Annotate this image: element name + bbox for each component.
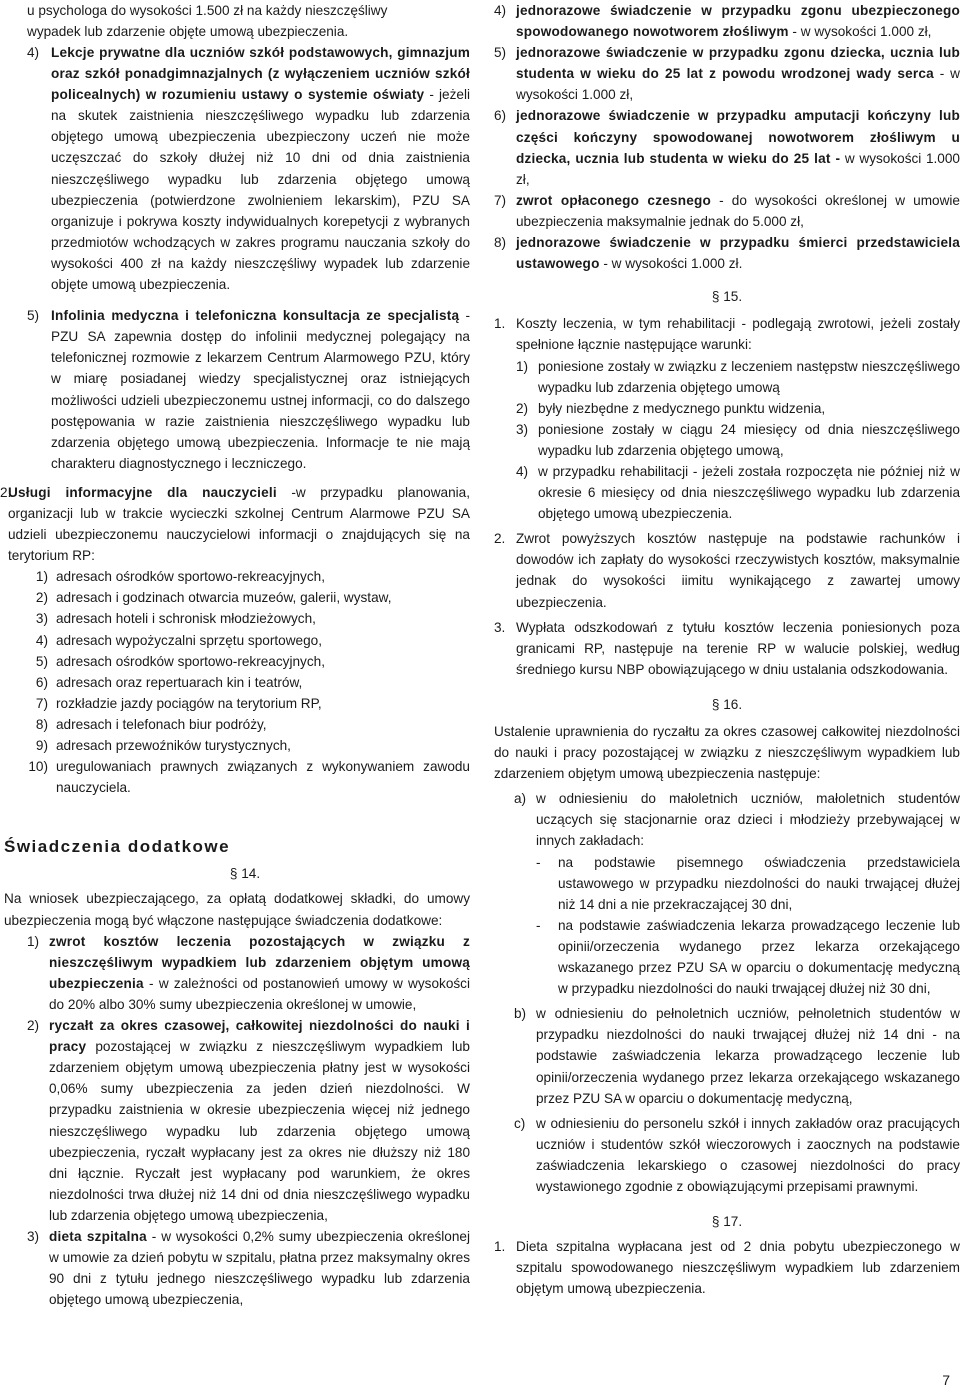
section-number: § 14. bbox=[229, 866, 261, 882]
item-text bbox=[516, 0, 960, 42]
item-bold: ryczałt za okres czasowej, całkowitej niezdolności do nauki i pracy bbox=[49, 1018, 470, 1055]
item-number: 2) bbox=[27, 1018, 40, 1034]
item-number: c) bbox=[514, 1115, 526, 1131]
item-body: w wysokości 1.000 zł, bbox=[516, 150, 960, 187]
list-item bbox=[22, 672, 470, 693]
item-body: - PZU SA zapewnia dostęp do infolinii medycznej polegający na telefonicznej rozmowie z lekarzem Centrum Alarmowego PZU, który w miarę posiadanej wiedzy specjalistycznej oraz istniejących możliwości udzieli ubezpieczonemu ustnej informacji, co do dalszego postępowania w razie zaistnienia nieszczęśliwego wypadku lub zdarzenia objętego umową ubezpieczenia. Informacje te nie mają charakteru diagnostycznego i leczniczego. bbox=[51, 308, 470, 471]
list-item bbox=[27, 1015, 470, 1226]
item-bold: jednorazowe świadczenie w przypadku śmierci przedstawiciela ustawowego bbox=[516, 235, 960, 272]
paragraph: Na wniosek ubezpieczającego, za opłatą dodatkowej składki, do umowy ubezpieczenia mogą być włączone następujące świadczenia dodatkowe: bbox=[4, 891, 470, 928]
item-number: 5) bbox=[35, 653, 48, 669]
section-number: § 15. bbox=[711, 289, 743, 305]
info-list bbox=[0, 566, 470, 798]
item-text bbox=[516, 42, 960, 105]
item-content bbox=[536, 788, 960, 999]
list-item bbox=[514, 788, 960, 999]
text-line: wypadek lub zdarzenie objęte umową ubezpieczenia. bbox=[27, 24, 349, 39]
item-bold: Lekcje prywatne dla uczniów szkół podstawowych, gimnazjum oraz szkół ponadgimnazjalnych (z wyłączeniem uczniów szkół policealnych) w rozumieniu ustawy o systemie oświaty bbox=[51, 45, 470, 103]
item-number: 8) bbox=[494, 235, 507, 251]
item-number: 4) bbox=[35, 632, 48, 648]
item-text bbox=[49, 1226, 470, 1310]
list-item bbox=[22, 714, 470, 735]
item-body: -w przypadku planowania, organizacji lub w trakcie wycieczki szkolnej Centrum Alarmowe PZU SA udzieli ubezpieczonemu nauczycielowi informacji o znajdujących się na terytorium RP: bbox=[8, 484, 471, 564]
list-item bbox=[27, 931, 470, 1015]
item-bold: zwrot kosztów leczenia pozostających w związku z nieszczęśliwym wypadkiem lub zdarzeniem objętym umową ubezpieczenia bbox=[49, 933, 470, 991]
benefits-list bbox=[494, 0, 960, 274]
list-item bbox=[22, 630, 470, 651]
text-line: u psychologa do wysokości 1.500 zł na każdy nieszczęśliwy bbox=[27, 3, 388, 18]
list-item bbox=[494, 232, 960, 274]
list-item bbox=[494, 42, 960, 105]
item-text: poniesione zostały w ciągu 24 miesięcy od dnia nieszczęśliwego wypadku lub zdarzenia objętego umową, bbox=[538, 421, 960, 458]
item-text: Koszty leczenia, w tym rehabilitacji - podlegają zwrotowi, jeżeli zostały spełnione łącznie następujące warunki: bbox=[516, 316, 960, 353]
item-text: Dieta szpitalna wypłacana jest od 2 dnia pobytu ubezpieczonego w szpitalu spowodowanego nieszczęśliwym wypadkiem lub zdarzeniem objętym umową ubezpieczenia. bbox=[516, 1239, 960, 1297]
item-number: 10) bbox=[28, 759, 48, 775]
item-number: 2) bbox=[516, 400, 529, 416]
eligibility-list bbox=[494, 788, 960, 1197]
item-number: 6) bbox=[494, 108, 507, 124]
paragraph: Ustalenie uprawnienia do ryczałtu za okres czasowej całkowitej niezdolności do nauki i pracy pozostającej w związku z nieszczęśliwym wypadkiem lub zdarzeniem objętym umową ubezpieczenia następuje: bbox=[494, 724, 960, 782]
conditions-list bbox=[494, 356, 960, 525]
item-text: uregulowaniach prawnych związanych z wykonywaniem zawodu nauczyciela. bbox=[56, 759, 470, 796]
item-text: były niezbędne z medycznego punktu widzenia, bbox=[538, 400, 826, 416]
list-item bbox=[22, 756, 470, 798]
item-text: Wypłata odszkodowań z tytułu kosztów leczenia poniesionych poza granicami RP, następuje na terenie RP w walucie polskiej, według średniego kursu NBP obowiązującego w dniu ustalania odszkodowania. bbox=[516, 619, 960, 677]
list-item bbox=[0, 482, 470, 566]
item-bold: jednorazowe świadczenie w przypadku zgonu ubezpieczonego spowodowanego nowotworem złośliwym bbox=[516, 3, 960, 40]
item-number: 5) bbox=[494, 45, 507, 61]
item-body: - do wysokości określonej w umowie ubezpieczenia maksymalnie jednak do 5.000 zł, bbox=[516, 192, 960, 229]
item-number: 6) bbox=[35, 674, 48, 690]
item-body: - jeżeli na skutek zaistnienia nieszczęśliwego wypadku lub zdarzenia objętego umową ubezpieczenia ubezpieczony uczeń nie może uczęszczać do szkoły dłużej niż 10 dni od dnia zaistnienia nieszczęśliwego wypadku lub zdarzenia objętego umową ubezpieczenia (potwierdzone zwolnieniem lekarskim), PZU SA organizuje i pokrywa koszty indywidualnych korepetycji z wybranych przedmiotów wchodzących w zakres programu nauczania szkoły do wysokości 400 zł na każdy nieszczęśliwy wypadek lub zdarzenie objęte umową ubezpieczenia. bbox=[51, 87, 471, 293]
item-bold: Infolinia medyczna i telefoniczna konsultacja ze specjalistą bbox=[51, 308, 460, 324]
item-body: - w wysokości 1.000 zł, bbox=[788, 24, 932, 40]
list-item bbox=[514, 1003, 960, 1108]
item-number: b) bbox=[514, 1006, 527, 1022]
item-text bbox=[516, 232, 960, 274]
section-number: § 16. bbox=[711, 696, 743, 712]
list-item bbox=[516, 419, 960, 461]
list-item bbox=[0, 305, 470, 474]
list-item bbox=[516, 356, 960, 398]
section-number: § 17. bbox=[711, 1214, 743, 1230]
dash-item bbox=[536, 852, 960, 915]
item-body: - w zależności od postanowień umowy w wysokości do 20% albo 30% sumy ubezpieczenia określonej w umowie, bbox=[49, 975, 470, 1012]
list-item bbox=[494, 528, 960, 612]
item-body: - w wysokości 1.000 zł, bbox=[516, 66, 960, 103]
page-number: 7 bbox=[942, 1372, 950, 1388]
item-body: pozostającej w związku z nieszczęśliwym wypadkiem lub zdarzeniem objętym umową ubezpieczenia płatny jest w wysokości 0,06% sumy ubezpieczenia za jeden dzień niezdolności. W przypadku zaistnienia w okresie ubezpieczenia więcej niż jednego nieszczęśliwego wypadku lub zdarzenia objętego umową ubezpieczenia, ryczałt wypłacany jest za okres nie dłuższy niż 180 dni łącznie. Ryczałt jest wypłacany pod warunkiem, że okres niezdolności trwa dłużej niż 14 dni od dnia nieszczęśliwego wypadku lub zdarzenia objętego umową ubezpieczenia, bbox=[49, 1039, 470, 1223]
item-text: adresach oraz repertuarach kin i teatrów, bbox=[56, 674, 303, 690]
section-heading: Świadczenia dodatkowe bbox=[4, 837, 231, 857]
list-item bbox=[22, 608, 470, 629]
list-item bbox=[516, 398, 960, 419]
dash-marker: - bbox=[536, 854, 541, 870]
list-item bbox=[494, 617, 960, 680]
list-item bbox=[514, 1113, 960, 1197]
item-text: adresach hoteli i schronisk młodzieżowych, bbox=[56, 611, 316, 627]
item-number: 5) bbox=[27, 308, 40, 324]
item-number: 1) bbox=[516, 358, 529, 374]
list-item bbox=[22, 566, 470, 587]
list-item bbox=[22, 587, 470, 608]
item-number: 7) bbox=[35, 695, 48, 711]
item-text bbox=[51, 305, 470, 474]
list-item bbox=[494, 190, 960, 232]
item-number: 9) bbox=[35, 738, 48, 753]
item-text: adresach wypożyczalni sprzętu sportowego, bbox=[56, 632, 322, 648]
right-column bbox=[494, 0, 960, 1299]
item-text: adresach ośrodków sportowo-rekreacyjnych, bbox=[56, 569, 325, 585]
list-item bbox=[22, 651, 470, 672]
item-text: adresach przewoźników turystycznych, bbox=[56, 738, 291, 753]
list-item bbox=[494, 313, 960, 355]
item-text bbox=[8, 482, 470, 566]
list-item bbox=[27, 1226, 470, 1310]
top-continuation bbox=[0, 0, 470, 42]
list-item bbox=[22, 735, 470, 756]
item-number: 3) bbox=[27, 1228, 40, 1244]
item-text bbox=[51, 42, 470, 295]
item-number: 2. bbox=[494, 531, 506, 547]
item-text: w odniesieniu do personelu szkół i innych zakładów oraz pracujących uczniów i studentów szkół wieczorowych i zaocznych na podstawie zaświadczenia lekarskiego o czasowej niezdolności do pracy wystawionego zgodnie z obowiązującymi przepisami prawnymi. bbox=[536, 1115, 960, 1194]
item-text bbox=[516, 105, 960, 189]
dash-marker: - bbox=[536, 917, 541, 933]
item-number: a) bbox=[514, 791, 527, 807]
item-text: adresach ośrodków sportowo-rekreacyjnych, bbox=[56, 653, 325, 669]
item-number: 2. bbox=[0, 484, 12, 500]
item-text: w odniesieniu do małoletnich uczniów, małoletnich studentów uczących się stacjonarnie oraz dzieci i młodzieży przebywającej w innych zakładach: bbox=[536, 791, 960, 849]
left-column bbox=[0, 0, 470, 1310]
item-number: 3) bbox=[516, 421, 529, 437]
item-content bbox=[536, 1003, 960, 1108]
item-number: 1) bbox=[35, 569, 48, 585]
list-item bbox=[494, 105, 960, 189]
item-bold: jednorazowe świadczenie w przypadku zgonu dziecka, ucznia lub studenta w wieku do 25 lat z powodu wrodzonej wady serca bbox=[516, 45, 960, 82]
item-number: 3) bbox=[35, 611, 48, 627]
heading-block bbox=[0, 836, 470, 857]
item-text: w odniesieniu do pełnoletnich uczniów, pełnoletnich studentów w przypadku niezdolności do nauki trwającej dłużej niż 14 dni - na podstawie zaświadczenia lekarza prowadzącego leczenie lub opinii/orzeczenia wydanego przez lekarza orzekającego wskazanego przez PZU SA w oparciu o dokumentację medyczną, bbox=[536, 1006, 960, 1106]
item-number: 1. bbox=[494, 316, 506, 332]
item-text: Zwrot powyższych kosztów następuje na podstawie rachunków i dowodów ich zapłaty do wysokości rzeczywistych kosztów, maksymalnie jednak do wysokości iimitu wynikającego z zawartej umowy ubezpieczenia. bbox=[516, 531, 960, 610]
dash-text: na podstawie pisemnego oświadczenia przedstawiciela ustawowego w przypadku niezdolności do nauki trwającej dłużej niż 14 dni a nie przekraczającej 30 dni, bbox=[558, 854, 960, 912]
list-item bbox=[494, 0, 960, 42]
item-number: 8) bbox=[35, 716, 48, 732]
item-text: rozkładzie jazdy pociągów na terytorium RP, bbox=[56, 695, 322, 711]
item-bold: jednorazowe świadczenie w przypadku amputacji kończyny lub części kończyny spowodowanej nowotworem złośliwym u dziecka, ucznia lub studenta w wieku do 25 lat - bbox=[516, 108, 960, 166]
dash-text: na podstawie zaświadczenia lekarza prowadzącego leczenie lub opinii/orzeczenia wydanego przez lekarza orzekającego wskazanego przez PZU SA w oparciu o dokumentację medyczną w przypadku niezdolności do nauki trwającej dłużej niż 30 dni, bbox=[558, 917, 960, 997]
item-number: 4) bbox=[494, 3, 507, 18]
item-bold: dieta szpitalna bbox=[49, 1228, 147, 1244]
item-bold: Usługi informacyjne dla nauczycieli bbox=[8, 484, 277, 500]
list-item bbox=[0, 42, 470, 295]
item-text: poniesione zostały w związku z leczeniem następstw nieszczęśliwego wypadku lub zdarzenia objętego umową bbox=[538, 358, 960, 395]
item-number: 7) bbox=[494, 192, 507, 208]
list-item bbox=[494, 1236, 960, 1299]
item-content bbox=[8, 482, 470, 566]
list-item bbox=[22, 693, 470, 714]
item-bold: zwrot opłaconego czesnego bbox=[516, 192, 711, 208]
item-number: 3. bbox=[494, 619, 506, 635]
item-text bbox=[49, 1015, 470, 1226]
item-text: w przypadku rehabilitacji - jeżeli została rozpoczęta nie później niż w okresie 6 miesięcy od dnia nieszczęśliwego wypadku lub zdarzenia objętego umową ubezpieczenia. bbox=[538, 463, 960, 522]
item-number: 2) bbox=[35, 590, 48, 606]
item-body: - w wysokości 0,2% sumy ubezpieczenia określonej w umowie za dzień pobytu w szpitalu, płatna przez maksymalny okres 90 dni z tytułu jednego nieszczęśliwego wypadku lub zdarzenia objętego umową ubezpieczenia, bbox=[49, 1228, 470, 1308]
benefits-list bbox=[0, 931, 470, 1311]
item-content bbox=[536, 1113, 960, 1197]
dash-item bbox=[536, 915, 960, 999]
item-number: 4) bbox=[27, 45, 40, 60]
list-item bbox=[516, 461, 960, 524]
item-text: adresach i telefonach biur podróży, bbox=[56, 716, 267, 732]
item-text bbox=[516, 190, 960, 232]
item-text bbox=[49, 931, 470, 1015]
item-text: adresach i godzinach otwarcia muzeów, galerii, wystaw, bbox=[56, 590, 392, 606]
item-number: 4) bbox=[516, 463, 529, 479]
item-number: 1. bbox=[494, 1239, 506, 1255]
item-body: - w wysokości 1.000 zł. bbox=[599, 256, 743, 272]
item-number: 1) bbox=[27, 933, 40, 949]
